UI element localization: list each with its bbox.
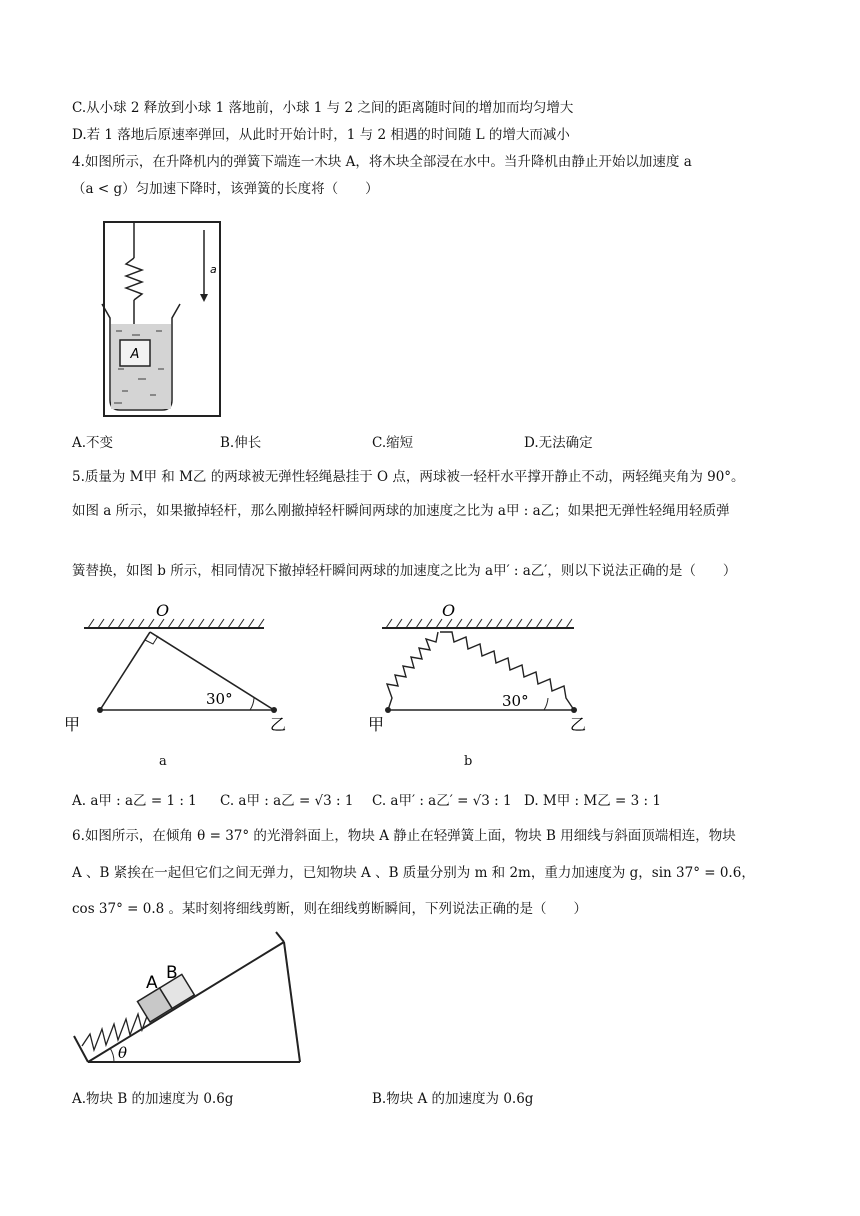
ball-yi-label: 乙 [570, 715, 587, 734]
spring-left [387, 632, 438, 710]
rope-left [100, 632, 150, 710]
arrow-head-icon [200, 294, 208, 302]
incline-figure [70, 928, 310, 1074]
angle-label: 30° [502, 692, 529, 710]
q6-option-b: B.物块 A 的加速度为 0.6g [372, 1091, 534, 1107]
q5-stem-line2: 如图 a 所示，如果撤掉轻杆，那么刚撤掉轻杆瞬间两球的加速度之比为 a甲 : a乙；如果把无弹性轻绳用轻质弹 [72, 503, 730, 519]
angle-label: 30° [206, 690, 233, 708]
figure-a [64, 601, 287, 736]
q6-stem-line3: cos 37° = 0.8 。某时刻将细线剪断，则在细线剪断瞬间，下列说法正确的是（ ） [72, 901, 587, 917]
angle-arc [250, 698, 254, 710]
q5-option-c2: C. a甲′ : a乙′ = √3 : 1 [372, 793, 512, 809]
angle-theta-label: θ [118, 1044, 128, 1062]
block-a-label: A [146, 973, 158, 993]
q4-option-b: B.伸长 [220, 435, 262, 451]
angle-arc [544, 698, 548, 710]
q5-option-c1: C. a甲 : a乙 = √3 : 1 [220, 793, 354, 809]
figure-b-caption: b [464, 754, 473, 769]
elevator-figure [98, 218, 230, 420]
ball-jia [97, 707, 103, 713]
angle-arc [110, 1048, 114, 1062]
block-a-label: A [130, 347, 140, 362]
figure-a-caption: a [159, 754, 167, 769]
ceiling-hatching [386, 619, 572, 628]
q4-option-d: D.无法确定 [524, 435, 593, 451]
ball-yi-label: 乙 [270, 715, 287, 734]
q6-option-a: A.物块 B 的加速度为 0.6g [72, 1091, 234, 1107]
q6-stem-line1: 6.如图所示，在倾角 θ = 37° 的光滑斜面上，物块 A 静止在轻弹簧上面，物块 B 用细线与斜面顶端相连，物块 [72, 828, 736, 844]
spring [126, 258, 142, 300]
ceiling-hatching [88, 619, 264, 628]
ball-jia [385, 707, 391, 713]
incline-back [284, 942, 300, 1062]
ball-jia-label: 甲 [64, 715, 81, 734]
incline-top-stop [276, 932, 284, 942]
q5-stem-line3: 簧替换，如图 b 所示，相同情况下撤掉轻杆瞬间两球的加速度之比为 a甲′ : a乙′，则以下说法正确的是（ ） [72, 563, 737, 579]
q5-option-d: D. M甲 : M乙 = 3 : 1 [524, 793, 661, 809]
acceleration-label: a [210, 263, 217, 276]
q4-stem-line2: （a < g）匀加速下降时，该弹簧的长度将（ ） [72, 181, 379, 197]
q6-stem-line2: A 、B 紧挨在一起但它们之间无弹力，已知物块 A 、B 质量分别为 m 和 2m，重力加速度为 g，sin 37° = 0.6， [72, 865, 755, 881]
q3-option-d: D.若 1 落地后原速率弹回，从此时开始计时，1 与 2 相遇的时间随 L 的增大而减小 [72, 127, 570, 143]
q3-option-c: C.从小球 2 释放到小球 1 落地前，小球 1 与 2 之间的距离随时间的增加而均匀增大 [72, 100, 574, 116]
point-o-label: O [156, 601, 170, 620]
ball-yi [271, 707, 277, 713]
ball-jia-label: 甲 [368, 715, 385, 734]
q4-stem-line1: 4.如图所示，在升降机内的弹簧下端连一木块 A，将木块全部浸在水中。当升降机由静止开始以加速度 a [72, 154, 692, 170]
point-o-label: O [442, 601, 456, 620]
q4-option-a: A.不变 [72, 435, 114, 451]
ball-yi [571, 707, 577, 713]
q5-stem-line1: 5.质量为 M甲 和 M乙 的两球被无弹性轻绳悬挂于 O 点，两球被一轻杆水平撑开静止不动，两轻绳夹角为 90°。 [72, 469, 745, 485]
q4-option-c: C.缩短 [372, 435, 414, 451]
q5-option-a: A. a甲 : a乙 = 1 : 1 [72, 793, 197, 809]
figure-b [364, 602, 604, 736]
block-b-label: B [166, 963, 178, 983]
